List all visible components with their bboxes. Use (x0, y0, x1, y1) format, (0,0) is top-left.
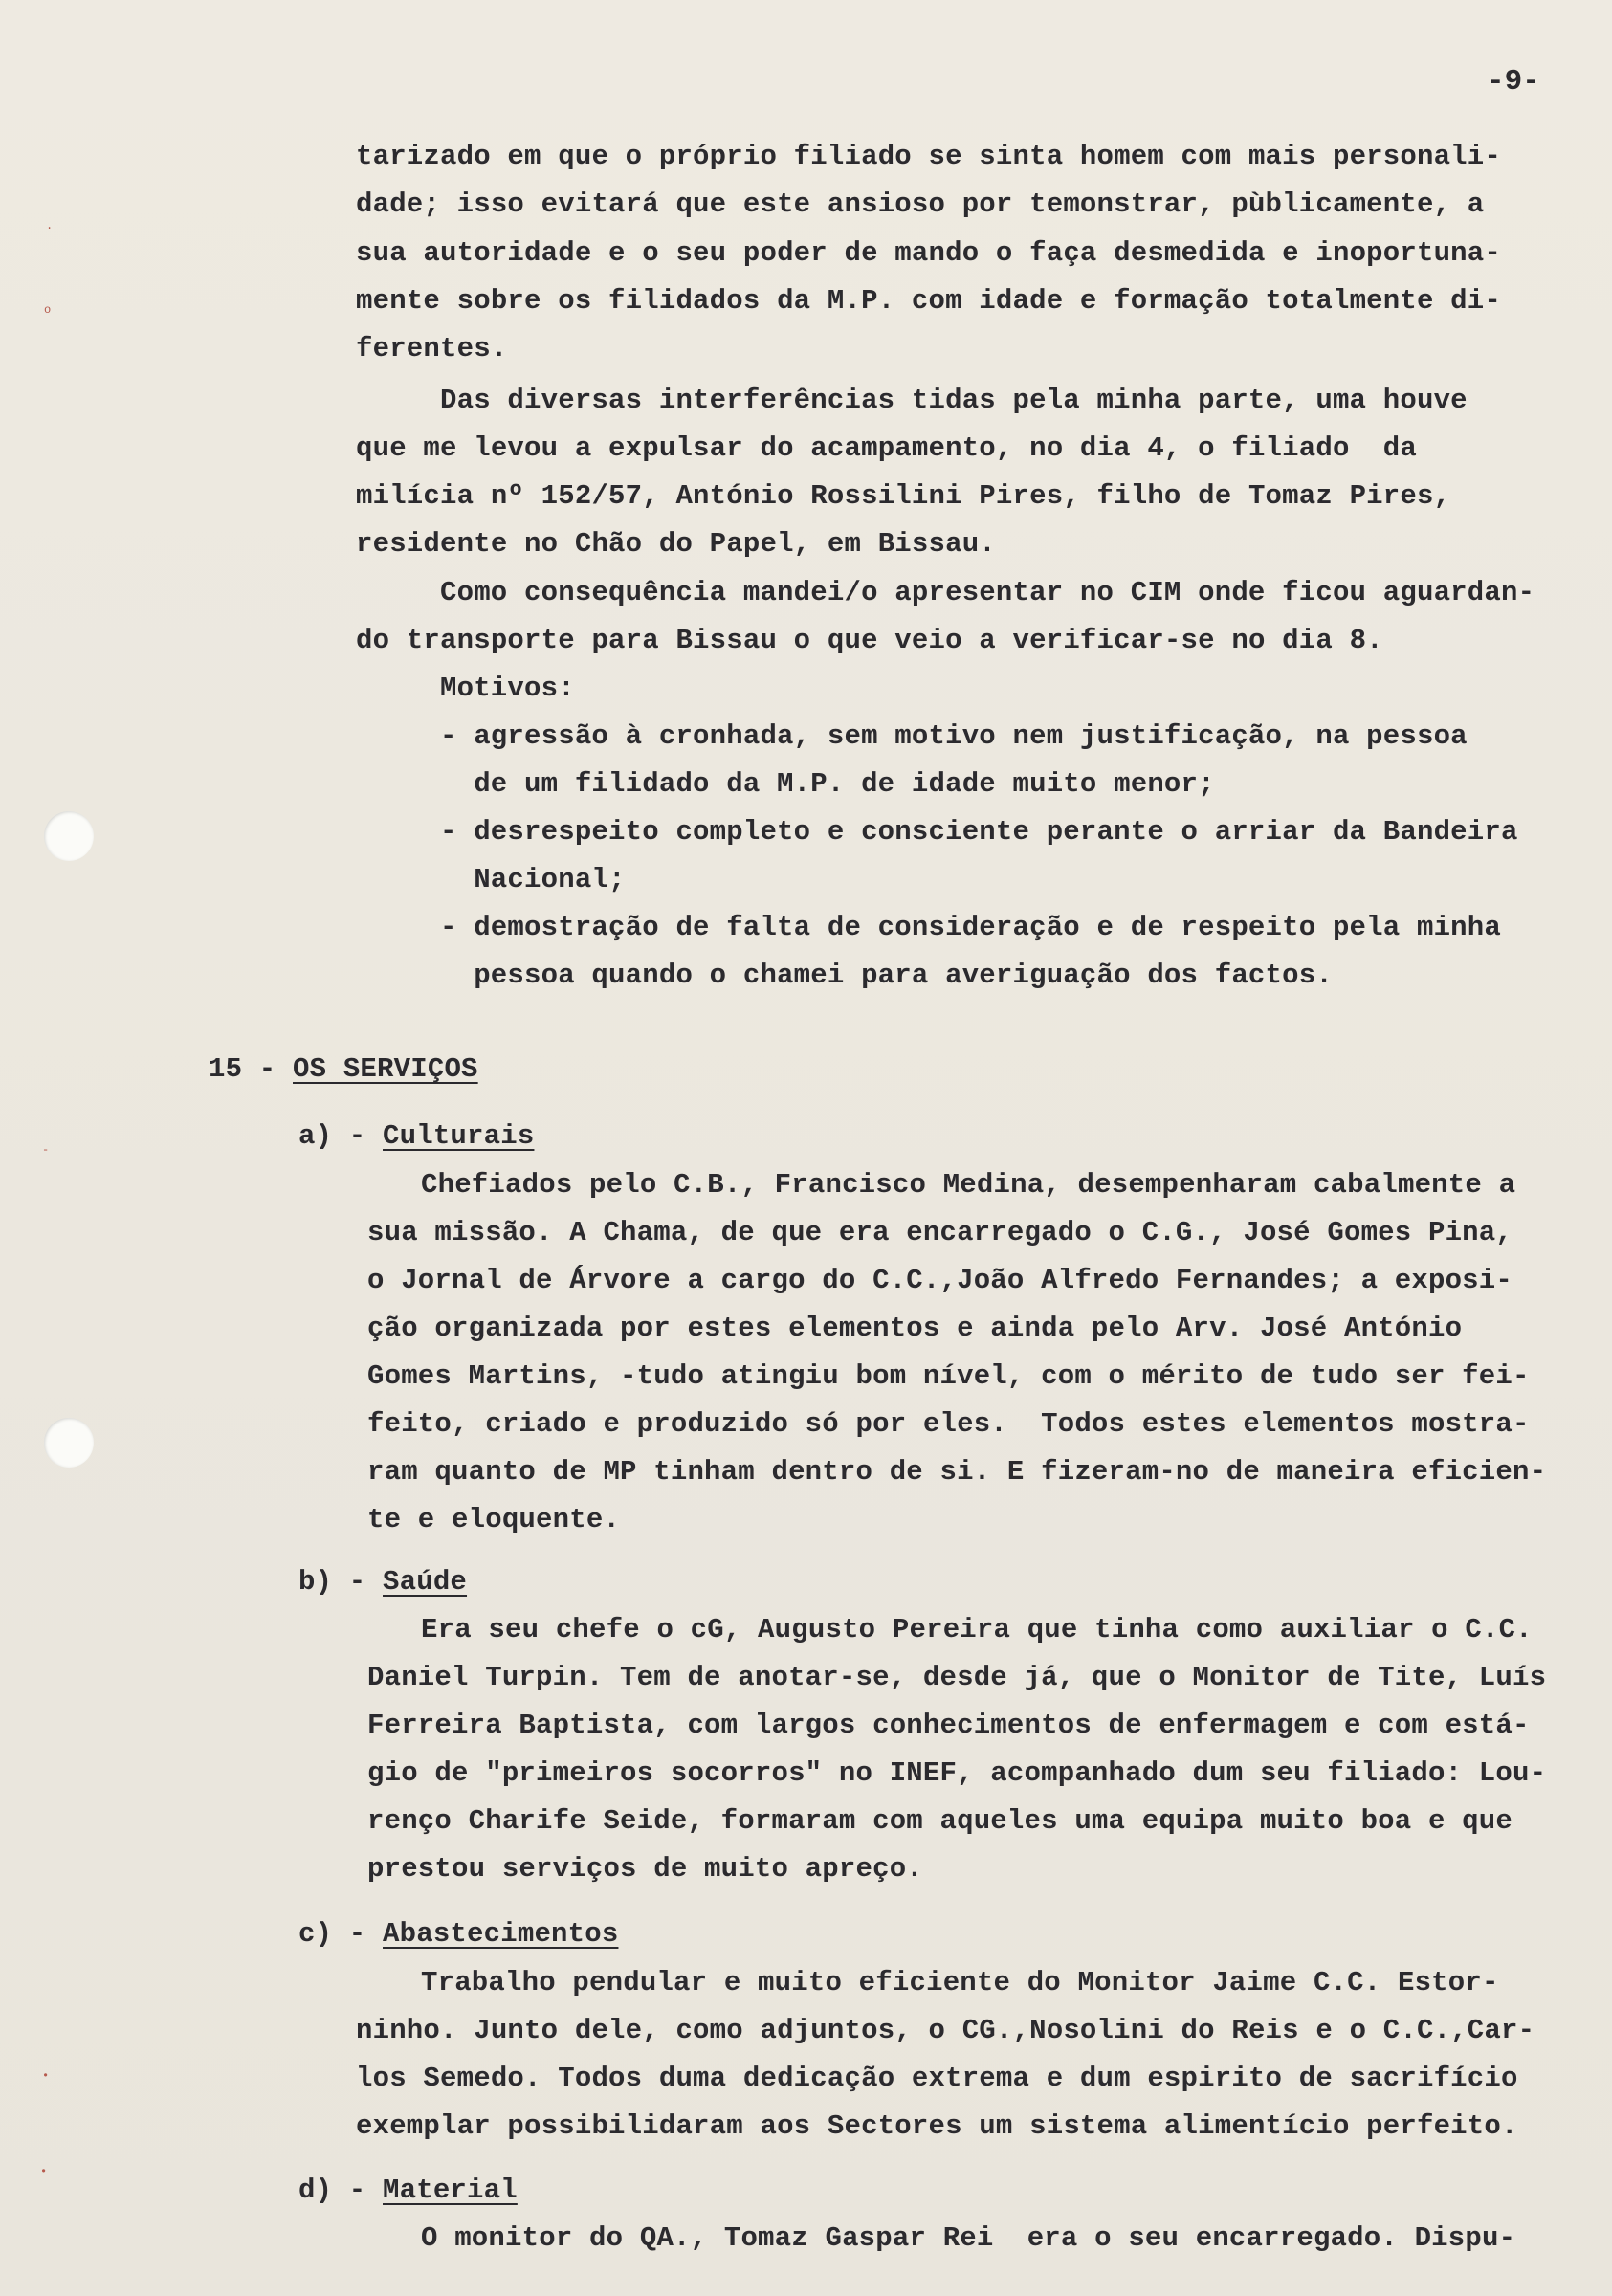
subsection-prefix: c) - (298, 1918, 384, 1950)
text-line: Chefiados pelo C.B., Francisco Medina, desempenharam cabalmente a (421, 1169, 1516, 1201)
list-item: de um filidado da M.P. de idade muito menor; (440, 768, 1215, 800)
text-line: exemplar possibilidaram aos Sectores um sistema alimentício perfeito. (356, 2110, 1518, 2142)
list-item: pessoa quando o chamei para averiguação dos factos. (440, 960, 1333, 991)
text-line: O monitor do QA., Tomaz Gaspar Rei era o seu encarregado. Dispu- (421, 2222, 1516, 2254)
section-heading (209, 1052, 478, 1087)
subsection-heading (298, 2174, 518, 2208)
text-line: feito, criado e produzido só por eles. Todos estes elementos mostra- (367, 1408, 1530, 1440)
text-line: o Jornal de Árvore a cargo do C.C.,João Alfredo Fernandes; a exposi- (367, 1265, 1513, 1296)
text-line: residente no Chão do Papel, em Bissau. (356, 528, 996, 560)
subsection-title: Saúde (383, 1566, 468, 1598)
text-line: sua missão. A Chama, de que era encarregado o C.G., José Gomes Pina, (367, 1217, 1513, 1248)
subsection-title: Culturais (383, 1120, 535, 1152)
text-line: Gomes Martins, -tudo atingiu bom nível, com o mérito de tudo ser fei- (367, 1360, 1530, 1392)
text-line: ção organizada por estes elementos e ainda pelo Arv. José António (367, 1313, 1463, 1344)
list-item: - agressão à cronhada, sem motivo nem justificação, na pessoa (440, 720, 1468, 752)
text-line: prestou serviços de muito apreço. (367, 1853, 923, 1885)
punch-hole-bottom (44, 1418, 94, 1468)
subsection-prefix: d) - (298, 2175, 384, 2206)
text-line: Ferreira Baptista, com largos conhecimentos de enfermagem e com está- (367, 1710, 1530, 1741)
list-item: - demostração de falta de consideração e de respeito pela minha (440, 912, 1501, 943)
subsection-heading (298, 1565, 467, 1600)
text-line: ninho. Junto dele, como adjuntos, o CG.,Nosolini do Reis e o C.C.,Car- (356, 2015, 1535, 2046)
text-line: Daniel Turpin. Tem de anotar-se, desde já, que o Monitor de Tite, Luís (367, 1662, 1547, 1693)
text-line: Como consequência mandei/o apresentar no CIM onde ficou aguardan- (440, 577, 1535, 608)
list-item: Nacional; (440, 864, 626, 895)
margin-speck: o (44, 303, 52, 317)
text-line: Das diversas interferências tidas pela minha parte, uma houve (440, 385, 1468, 416)
punch-hole-top (44, 811, 94, 861)
text-line: Trabalho pendular e muito eficiente do Monitor Jaime C.C. Estor- (421, 1967, 1499, 1998)
list-item: - desrespeito completo e consciente perante o arriar da Bandeira (440, 816, 1518, 848)
subsection-heading (298, 1917, 618, 1952)
text-line: sua autoridade e o seu poder de mando o faça desmedida e inoportuna- (356, 237, 1501, 269)
page-number: -9- (1487, 65, 1540, 99)
subsection-title: Abastecimentos (383, 1918, 619, 1950)
text-line: Era seu chefe o cG, Augusto Pereira que tinha como auxiliar o C.C. (421, 1614, 1533, 1645)
text-line: milícia nº 152/57, António Rossilini Pires, filho de Tomaz Pires, (356, 480, 1451, 512)
text-line: ferentes. (356, 333, 508, 364)
motives-label: Motivos: (440, 673, 575, 704)
text-line: do transporte para Bissau o que veio a verificar-se no dia 8. (356, 625, 1383, 656)
text-line: renço Charife Seide, formaram com aqueles uma equipa muito boa e que (367, 1805, 1513, 1837)
text-line: ram quanto de MP tinham dentro de si. E fizeram-no de maneira eficien- (367, 1456, 1547, 1488)
text-line: los Semedo. Todos duma dedicação extrema e dum espirito de sacrifício (356, 2063, 1518, 2094)
text-line: tarizado em que o próprio filiado se sinta homem com mais personali- (356, 141, 1501, 172)
margin-speck: • (40, 2165, 48, 2178)
margin-speck: - (42, 1143, 50, 1157)
subsection-heading (298, 1119, 534, 1154)
text-line: que me levou a expulsar do acampamento, no dia 4, o filiado da (356, 432, 1417, 464)
margin-speck: • (42, 2069, 50, 2083)
text-line: gio de "primeiros socorros" no INEF, acompanhado dum seu filiado: Lou- (367, 1757, 1547, 1789)
section-number: 15 - (209, 1053, 294, 1085)
text-line: mente sobre os filidados da M.P. com idade e formação totalmente di- (356, 285, 1501, 317)
text-line: dade; isso evitará que este ansioso por temonstrar, pùblicamente, a (356, 188, 1485, 220)
section-title: OS SERVIÇOS (293, 1053, 478, 1085)
subsection-title: Material (383, 2175, 518, 2206)
margin-speck: . (46, 219, 54, 232)
subsection-prefix: b) - (298, 1566, 384, 1598)
text-line: te e eloquente. (367, 1504, 621, 1535)
subsection-prefix: a) - (298, 1120, 384, 1152)
